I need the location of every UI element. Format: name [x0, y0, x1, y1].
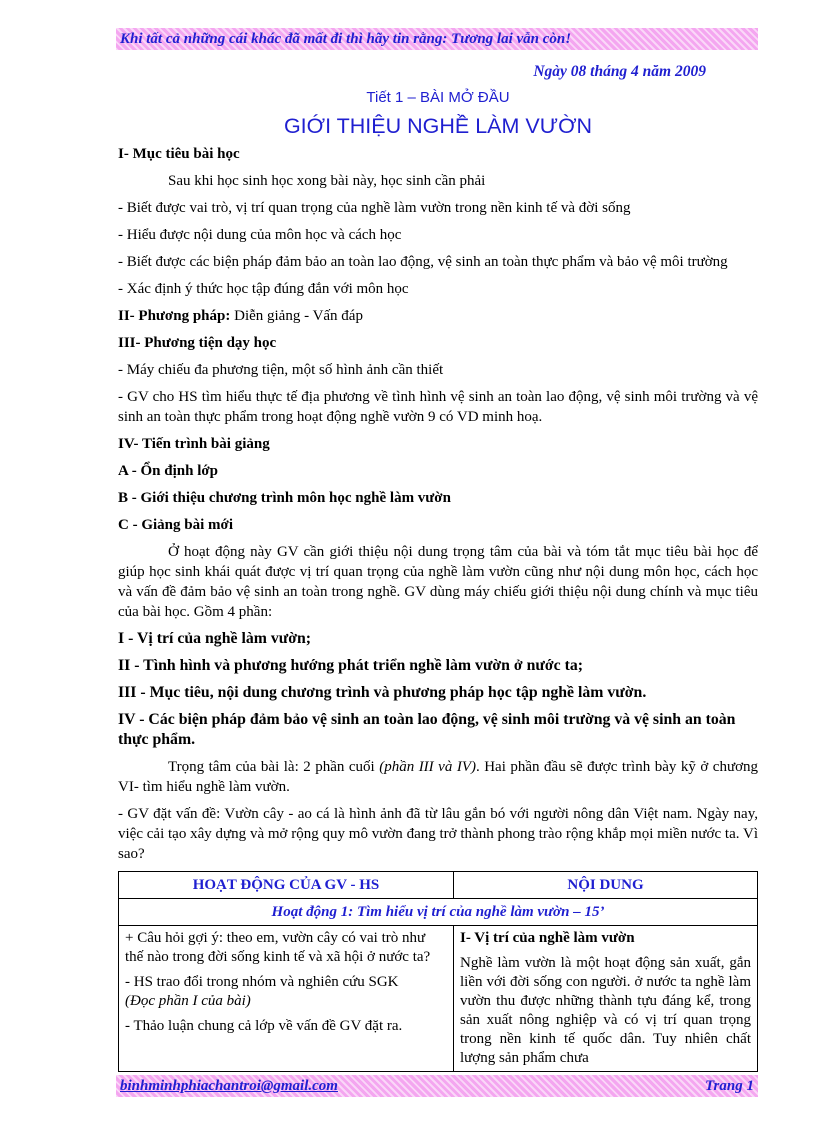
footer-page-number: Trang 1 — [704, 1078, 754, 1094]
content-right-cell — [454, 926, 758, 1072]
header-motto: Khi tất cả những cái khác đã mất đi thì hãy tin rằng: Tương lai vẫn còn! — [120, 31, 572, 47]
section-4-heading: IV- Tiến trình bài giảng — [118, 436, 270, 452]
activity-item: - HS trao đổi trong nhóm và nghiên cứu SGK — [125, 974, 399, 990]
header-motto-band — [116, 28, 758, 50]
focus-paragraph — [118, 757, 758, 797]
section-2-text: Diễn giảng - Vấn đáp — [230, 308, 363, 324]
part-heading: I - Vị trí của nghề làm vườn; — [118, 630, 312, 647]
activity-item: - Thảo luận chung cả lớp về vấn đề GV đặt ra. — [125, 1018, 403, 1034]
focus-text-b: . Hai phần đầu sẽ được trình bày kỹ ở chương VI- tìm hiểu nghề làm vườn. — [118, 759, 759, 795]
activity-table — [118, 871, 758, 1072]
document-title: GIỚI THIỆU NGHỀ LÀM VƯỜN — [283, 114, 593, 138]
footer-band — [116, 1075, 758, 1097]
footer-email-link[interactable]: binhminhphiachantroi@gmail.com — [120, 1078, 338, 1094]
activity-item-group — [125, 973, 447, 1011]
section-1-item: - Hiểu được nội dung của môn học và cách học — [118, 227, 402, 243]
section-3-item: - Máy chiếu đa phương tiện, một số hình ảnh cần thiết — [118, 362, 444, 378]
section-2 — [118, 306, 758, 326]
activity-body-row — [119, 926, 758, 1072]
section-a-heading: A - Ổn định lớp — [118, 463, 219, 479]
part-heading: II - Tình hình và phương hướng phát triển nghề làm vườn ở nước ta; — [118, 657, 583, 674]
part-heading: III - Mục tiêu, nội dung chương trình và phương pháp học tập nghề làm vườn. — [118, 684, 647, 701]
section-b-heading: B - Giới thiệu chương trình môn học nghề làm vườn — [118, 490, 451, 506]
section-1-heading: I- Mục tiêu bài học — [118, 146, 240, 162]
table-header-row — [119, 872, 758, 899]
section-1-item: - Biết được các biện pháp đảm bảo an toàn lao động, vệ sinh an toàn thực phẩm và bảo vệ môi trường — [118, 254, 728, 270]
section-1-item: - Xác định ý thức học tập đúng đắn với môn học — [118, 281, 409, 297]
section-c-paragraph: Ở hoạt động này GV cần giới thiệu nội dung trọng tâm của bài và tóm tắt mục tiêu bài học để giúp học sinh khái quát được vị trí quan trọng của nghề làm vườn cũng như nội dung môn học, cách học và vấn đề đảm bảo vệ sinh an toàn trong nghề. GV dùng máy chiếu giới thiệu nội dung chính và mục tiêu của bài học. Gồm 4 phần: — [118, 544, 758, 620]
activity-item: + Câu hỏi gợi ý: theo em, vườn cây có vai trò như thế nào trong đời sống kinh tế và xã hội ở nước ta? — [125, 930, 431, 965]
section-c-heading: C - Giảng bài mới — [118, 517, 233, 533]
problem-paragraph: - GV đặt vấn đề: Vườn cây - ao cá là hình ảnh đã từ lâu gắn bó với người nông dân Việt nam. Ngày nay, việc cải tạo xây dựng và mở rộng quy mô vườn đang trở thành phong trào rộng khắp mọi miền nước ta. Vì sao? — [118, 806, 758, 862]
section-3-heading: III- Phương tiện dạy học — [118, 335, 277, 351]
col-header-content: NỘI DUNG — [454, 872, 758, 899]
section-1-intro: Sau khi học sinh học xong bài này, học sinh cần phải — [168, 173, 486, 189]
focus-text-italic: (phần III và IV) — [379, 759, 476, 775]
activity-title: Hoạt động 1: Tìm hiểu vị trí của nghề làm vườn – 15’ — [119, 899, 758, 926]
document-date: Ngày 08 tháng 4 năm 2009 — [533, 63, 706, 80]
activity-left-cell — [119, 926, 454, 1072]
activity-item-italic: (Đọc phần I của bài) — [125, 993, 251, 1009]
focus-text-a: Trọng tâm của bài là: 2 phần cuối — [168, 759, 380, 775]
lesson-label: Tiết 1 – BÀI MỞ ĐẦU — [366, 89, 510, 106]
activity-title-row — [119, 899, 758, 926]
col-header-activities: HOẠT ĐỘNG CỦA GV - HS — [119, 872, 454, 899]
section-1-item: - Biết được vai trò, vị trí quan trọng của nghề làm vườn trong nền kinh tế và đời sống — [118, 200, 631, 216]
part-heading: IV - Các biện pháp đảm bảo vệ sinh an toàn lao động, vệ sinh môi trường và vệ sinh an toàn thực phẩm. — [118, 711, 736, 748]
content-heading: I- Vị trí của nghề làm vườn — [460, 930, 635, 946]
section-3-item: - GV cho HS tìm hiểu thực tế địa phương về tình hình vệ sinh an toàn lao động, vệ sinh môi trường và vệ sinh an toàn thực phẩm trong hoạt động nghề vườn 9 có VD minh hoạ. — [118, 389, 758, 425]
section-2-label: II- Phương pháp: — [118, 308, 231, 324]
content-text: Nghề làm vườn là một hoạt động sản xuất, gắn liền với đời sống con người. ở nước ta nghề làm vườn thu được những thành tựu đáng kể, trong sản xuất nông nghiệp và có vị trí quan trọng trong nền kinh tế quốc dân. Tuy nhiên chất lượng sản phẩm chưa — [460, 955, 751, 1066]
document-body — [118, 62, 758, 1072]
